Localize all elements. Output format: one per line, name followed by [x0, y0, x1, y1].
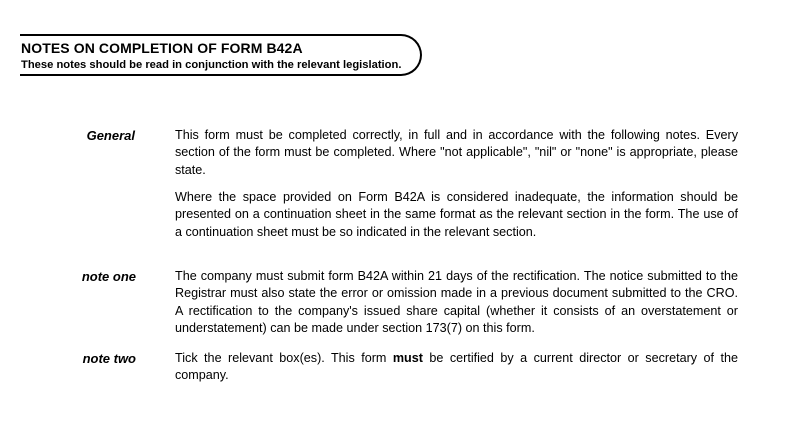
note-two-paragraph	[175, 350, 738, 385]
section-label-note-one: note one	[81, 269, 136, 284]
note-two-emphasis: must	[392, 351, 423, 365]
general-paragraph-1: This form must be completed correctly, in full and in accordance with the following notes. Every section of the form must be completed. Where "not applicable", "nil" or "none" is appropriate, please state.	[175, 128, 738, 177]
general-paragraph-2: Where the space provided on Form B42A is considered inadequate, the information should be presented on a continuation sheet in the same format as the relevant section in the form. The use of a continuation sheet must be so indicated in the relevant section.	[175, 190, 738, 239]
note-two-text-before: Tick the relevant box(es). This form	[175, 351, 393, 365]
note-two-text-after: be certified by a current director or secretary of the company.	[175, 351, 738, 383]
page-title: NOTES ON COMPLETION OF FORM B42A	[21, 40, 303, 56]
note-one-paragraph: The company must submit form B42A within 21 days of the rectification. The notice submitted to the Registrar must also state the error or omission made in a previous document submitted to the CRO. A rectification to the company's issued share capital (whether it consists of an overstatement or understatement) can be made under section 173(7) on this form.	[175, 269, 738, 336]
section-label-general: General	[86, 128, 135, 143]
page-subtitle: These notes should be read in conjunction with the relevant legislation.	[21, 59, 402, 71]
section-label-note-two: note two	[82, 351, 136, 366]
